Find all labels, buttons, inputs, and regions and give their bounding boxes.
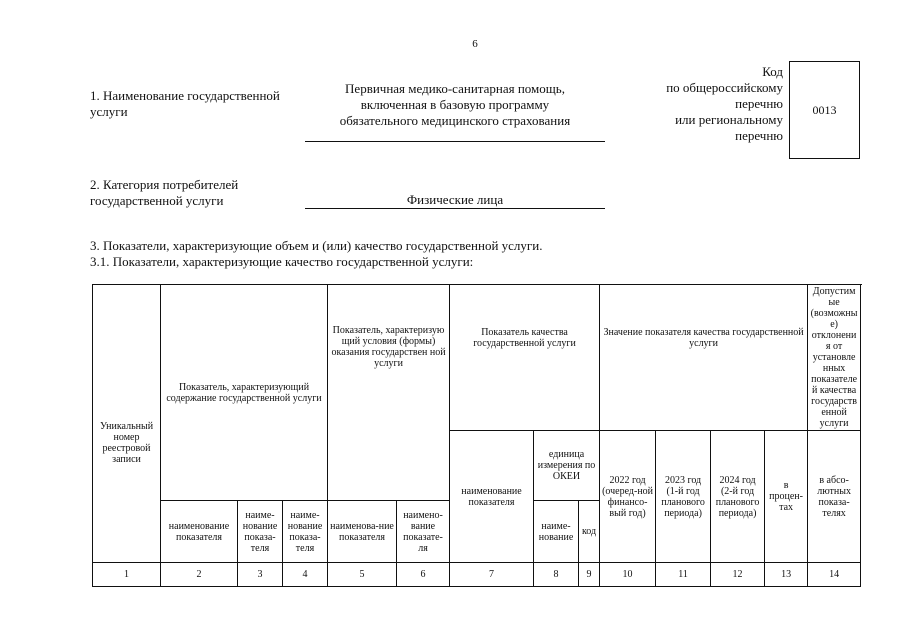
column-number: 7 <box>450 563 534 587</box>
header-unit-code: код <box>579 501 600 563</box>
column-number: 2 <box>161 563 238 587</box>
registry-code-label-line: или региональному <box>675 112 783 127</box>
column-number: 10 <box>600 563 656 587</box>
column-numbers-row <box>93 563 861 587</box>
category-underline <box>305 208 605 209</box>
header-unit-name: наиме-нование <box>534 501 579 563</box>
category-value: Физические лица <box>406 192 504 207</box>
registry-code-box <box>789 61 860 159</box>
header-unit-okei: единица измерения по ОКЕИ <box>534 431 600 501</box>
header-content-sub-1: наименование показателя <box>161 501 238 563</box>
registry-code-label-line: перечню <box>735 96 783 111</box>
column-number: 5 <box>328 563 397 587</box>
category-label-line: государственной услуги <box>90 193 224 208</box>
column-number: 9 <box>579 563 600 587</box>
header-year-2024: 2024 год (2-й год планового периода) <box>711 431 765 563</box>
header-indicator-name: наименование показателя <box>450 431 534 563</box>
category-label-line: 2. Категория потребителей <box>90 177 239 192</box>
header-conditions-sub-1: наименова-ние показателя <box>328 501 397 563</box>
column-number: 13 <box>765 563 808 587</box>
page-number: 6 <box>472 38 478 50</box>
column-number: 8 <box>534 563 579 587</box>
header-in-percent: в процен-тах <box>765 431 808 563</box>
registry-code-label-line: Код <box>762 64 783 79</box>
header-content-sub-2: наиме-нование показа-теля <box>238 501 283 563</box>
column-number: 14 <box>808 563 861 587</box>
category-label <box>90 177 310 209</box>
section-3-title: 3. Показатели, характеризующие объем и (или) качество государственной услуги. <box>90 238 543 253</box>
registry-code-label-line: по общероссийскому <box>666 80 783 95</box>
service-label: 1. Наименование государственной услуги <box>90 88 280 119</box>
service-name-line: обязательного медицинского страхования <box>339 113 571 128</box>
header-in-absolute: в абсо-лютных показа-телях <box>808 431 861 563</box>
column-number: 3 <box>238 563 283 587</box>
registry-code-label-line: перечню <box>735 128 783 143</box>
quality-indicators-table <box>92 284 861 587</box>
service-name-line: включенная в базовую программу <box>360 97 550 112</box>
header-unique-number: Уникальный номер реестровой записи <box>93 285 161 563</box>
header-content-sub-3: наиме-нование показа-теля <box>283 501 328 563</box>
service-underline <box>305 141 605 142</box>
section-3-1-title: 3.1. Показатели, характеризующие качество государственной услуги: <box>90 254 474 269</box>
registry-code-value: 0013 <box>812 102 837 117</box>
header-content-indicator: Показатель, характеризующий содержание государственной услуги <box>161 285 328 501</box>
header-deviations: Допустимые (возможные) отклонения от установленных показателей качества государственной услуги <box>808 285 861 431</box>
column-number: 11 <box>656 563 711 587</box>
column-number: 4 <box>283 563 328 587</box>
service-name <box>305 81 605 129</box>
header-conditions-sub-2: наимено-вание показате-ля <box>397 501 450 563</box>
header-year-2023: 2023 год (1-й год планового периода) <box>656 431 711 563</box>
registry-code-label <box>625 64 783 144</box>
header-quality-value: Значение показателя качества государственной услуги <box>600 285 808 431</box>
column-number: 12 <box>711 563 765 587</box>
header-year-2022: 2022 год (очеред-ной финансо-вый год) <box>600 431 656 563</box>
header-conditions-indicator: Показатель, характеризую щий условия (формы) оказания государствен ной услуги <box>328 285 450 501</box>
column-number: 6 <box>397 563 450 587</box>
column-number: 1 <box>93 563 161 587</box>
service-name-line: Первичная медико-санитарная помощь, <box>345 81 565 96</box>
header-quality-indicator: Показатель качества государственной услуги <box>450 285 600 431</box>
